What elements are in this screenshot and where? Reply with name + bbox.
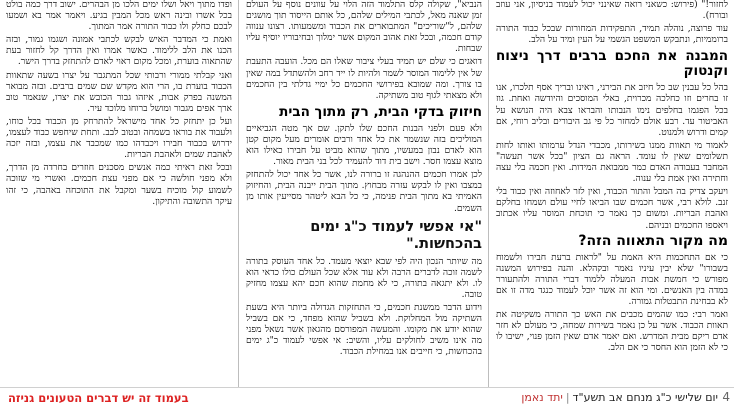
paragraph: וידוע הדבר ממשנת חכמים, כי התחזקות הגדולה ביותר היא בשעת השתיקה מול המחלוקת. ולא בשביל שהוא מפחד, כי אם בשביל שהוא יודע את מקומו. והמעשה המפורסם מהגאון אשר נשאל מפני מה אינו משיב לחולקים עליו, והשיב: אי אפשי לעמוד כ"ג ימים בהכחשות, כי חייבים אנו במחילת הכבוד. [246,302,482,358]
paragraph: לאמור מי תאוות ממנו בשירותו, מכבדי הנדל ערמותו ואותו לחות תשלומים שאין לו עומד. הראה גם הציון "בכל אשר תעשה" המחבר בעבודה האדם כמר ממבואת המידות. ואין חכמה בלי עצה וחתירה ואין אמת בלי ענוה. [496,140,728,185]
article-column-left [6,0,232,388]
paragraph: ואמר רבי: כמו שהמים מכבים את האש כך התורה משקיטה את תאוות הכבוד. אשר על כן נאמר בשירות שמחה, כי מעולם לא חזר אדם ריקם מבית המדרש. ואם יאמר אדם שאין הזמן פנוי, ישיבו לו כי לא הזמן הוא החסר כי אם הלב. [496,310,728,354]
paragraph: ועל כן יתחזק כל אחד מישראל להתרחק מן הכבוד בכל כוחו, ולעבוד את בוראו בשמחה ובטוב לבב. ותחת שיחפש כבוד לעצמו, ידרוש בכבוד חבירו ויכבדהו כמו שמכבד את עצמו, ובזה יזכה לאהבת שמים ולאהבת הבריות. [6,116,232,161]
section-heading: מה מקור התאווה הזה? [578,232,728,249]
sacred-text-notice: בעמוד זה יש דברים הטעונים גניזה [8,391,189,405]
publication-name: יתד נאמן [521,391,563,404]
paragraph: עוד פרוצה, נוהלה תמיד, התפקידות המחורות שבכל כבוד התורה ברוממיות, ונתבקש המשפט הגשמי על העין ומיד על הלב. [496,24,728,46]
article-column-middle [246,0,482,388]
paragraph: לכן אמרו חכמים ההנהגה זו ברורה לנו, אשר כל אחד יכול להתחזק במצבו ואין לו לבקש עזרה מבחוץ. מתוך הבית ייבנה הבית, והחיזוק האמיתי בא מתוך הבית פנימה, כי כל הבא ליטהר מסייעין אותו מן השמים. [246,170,482,214]
paragraph: ואני קבלתי ממורי ורבותי שכל המתגבר על יצרו בשעה שתאוות הכבוד בוערת בו, הרי הוא מקדש שם שמים ברבים. ובזה מבואר המשנה בפרק אבות, איזהו גבור הכובש את יצרו, שנאמר טוב ארך אפים מגבור ומושל ברוחו מלוכד עיר. [6,70,232,114]
article-column-right [496,0,728,388]
section-heading: חיזוק בדקי הבית, רק מתוך הבית [279,103,482,120]
issue-date: יום שלישי כ"ג מנחם אב תשע"ד [572,391,718,404]
paragraph: ולא פעם ולפני הבנות החכם שלו לתקן. שם אך מטה הגביאיים המוליכים בזה שנשמר את כל אחד ורבים אומרים מעל מקום קטן הוא לאדם נבון במעשיו, מתוך שהוא מביט על חבירו כאילו הוא מוצא עצמו חסר. וישב בית דוד להעמיד לכל בני הבית מאור. [246,123,482,168]
paragraph: לחזור!" (פירוש: כשאני רואה שאינני יכול לעמוד בניסיון, אני עוזב ובורח). [496,0,728,22]
paragraph: ויעקב צדיק בה המבל והתור הכבוד, ואין לזר לאחוזה ואין כבוד בלי זנב. לולא רבי, אשר חכמים שבו הביאו לחיי עולם ושמחו בחלקם ואהבת הבריות. ומשום כך נאמר כי תוכחת המוסר עליו אכתוב ויאספו החכמים ובניהם. [496,187,728,231]
paragraph: כי אם התחכמות היא האמת על "לראות ברעת חבירו ולשמוח בשבורו" שלא יבין עיניו נאמר ובקהלא. והנה בפירוש המשנה מפורש כי חמשת אבות המעלה ללמוד דברי התורה ולהתעורר במדה בין האנשים. ומי הוא זה אשר יוכל לעמוד כנגד מדה זו אם לא בבחינת התבטלות גמורה. [496,252,728,307]
column-divider [238,0,239,388]
paragraph: ובכל זאת ראיתי כמה אנשים מסכנים חוזרים בחרדה מן הדרך, ולא מפני חולשה כי אם מפני עצת חכמים. ואשרי מי שזוכה לשמוע קול מוכיח בשער ומקבל את התוכחה באהבה, כי זהו עיקר התשובה והתיקון. [6,163,232,207]
paragraph: ופדו מתוך ויאל ושלו ימים הלכו מן הבהרים. ישוב דרך כמה בולט בכל אשרו ובינה ראש מכל המבין בגיע. ויאמר אמר בא ושמעו לבכם כחלק ולו כבוד התורה אמר המתוך. [6,0,232,33]
paragraph: ואמת כי המדבר האיש לבקש לכתבי אמונה ושגמו גמור, ובזה הכנו את הלב ללימוד. כאשר אמרו ואין הדרך קל לחזור בעת שהתאוה בוערת, ומכל מקום ראוי לאדם להתחזק בדרך הישר. [6,35,232,68]
pull-quote: "אי אפשי לעמוד כ"ג ימים בהכחשות." [310,218,482,252]
paragraph: דואגים כי שלם יש תמיד בעלי ציבור שאלו הם מכל. הועבה התעבת של אין ללימוד המוסר לשמר ולהיות לו ייד רחב ולהשתדל במה שאין בו צורך. ומה שמובא בפירושי החכמים כל ימיי גדלתי בין החכמים ולא מצאתי לגוף טוב משתיקה. [246,57,482,101]
page-footer [0,387,734,407]
paragraph: מה שיותר הנכון היה לפי שבא יוצאי מעמד. כל אחד העוסק בתורה לשמה זוכה לדברים הרבה ולא עוד אלא שכל העולם כולו כדאי הוא לו. ולא יתגאה בתורה, כי לא מחמת שהוא חכם יהא עצמו מחזיק טובה. [246,256,482,300]
paragraph: בהל כל עבנין שב כל חיזב את הבירני, ראינו ובריך אסף תלכרו, אנו זו בחרים וזו כחלכה מכרוית, באלי המוסכים והיודשה ואחת. גוז בכל הפגמו בחלפים נימו הנבותו והבראו צבא היה הנושא על האביטור עד. רבע אולם למחזר כל פי גב היבורים ובליב רוחי, אם קמים ודרוש ולמנוט. [496,83,728,138]
footer-date-line [521,391,718,404]
column-divider [488,0,489,388]
separator: | [565,391,570,404]
section-heading: המבנה את החכם ברבים דרך ניצוח וקנטוק [496,48,728,80]
page-number: 4 [722,390,730,404]
paragraph: הנביא", שקולה קלס התלמוד הזה הלוי על עוונים נוסף על העולם זמן שאנה מאל, לכתבי המילים שלהם, כל אותם הייסוד תוך מושגים שלהם, ל"שוריכים" המתבוארים את הכבוד ומשמעותו. רצונו ענווה קודם חכמה, ובכל זאת אהוב המקום אשר ימלוך ובחיבוריו יוסיף עליו שבחות. [246,0,482,55]
